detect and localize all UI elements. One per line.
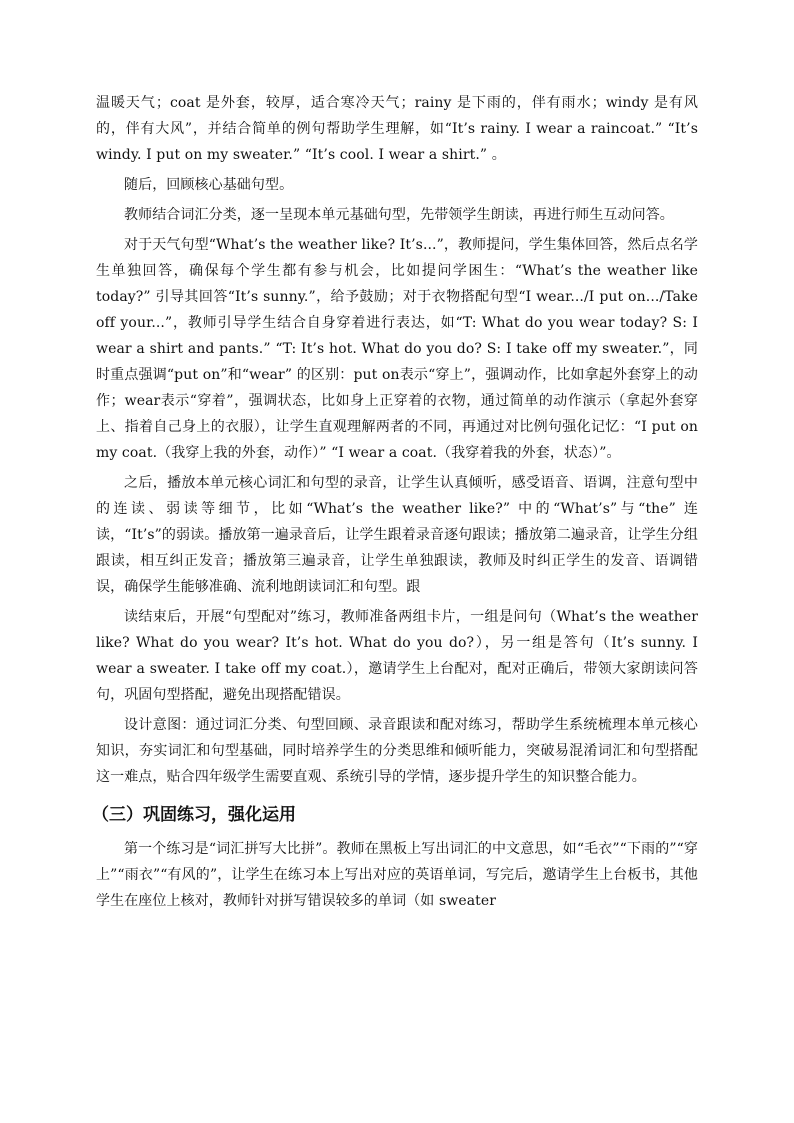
section-heading: （三）巩固练习，强化运用: [92, 805, 296, 825]
paragraph-design-intent: 设计意图：通过词汇分类、句型回顾、录音跟读和配对练习，帮助学生系统梳理本单元核心知识，夯实词汇和句型基础，同时培养学生的分类思维和倾听能力，突破易混淆词汇和句型搭配这一难点，贴合四年级学生需要直观、系统引导的学情，逐步提升学生的知识整合能力。: [96, 717, 698, 785]
paragraph-weather-words: 温暖天气；coat 是外套，较厚，适合寒冷天气；rainy 是下雨的，伴有雨水；windy 是有风的，伴有大风”，并结合简单的例句帮助学生理解，如“It’s rainy. I wear a raincoat.” “It’s windy. I put on my sweater.” “It’s cool. I wear a shirt.” 。: [96, 95, 698, 163]
paragraph-matching: 读结束后，开展“句型配对”练习，教师准备两组卡片，一组是问句（What’s the weather like? What do you wear? It’s hot. What do you do?），另一组是答句（It’s sunny. I wear a sweater. I take off my coat.），邀请学生上台配对，配对正确后，带领大家朗读问答句，巩固句型搭配，避免出现搭配错误。: [96, 609, 698, 703]
paragraph-review-intro: 随后，回顾核心基础句型。: [124, 177, 294, 193]
paragraph-weather-sentence: 对于天气句型“What’s the weather like? It’s...”，教师提问，学生集体回答，然后点名学生单独回答，确保每个学生都有参与机会，比如提问学困生：“What’s the weather like today?” 引导其回答“It’s sunny.”，给予鼓励；对于衣物搭配句型“I wear.../I put on.../Take off your...”，教师引导学生结合自身穿着进行表达，如“T: What do you wear today? S: I wear a shirt and pants.” “T: It’s hot. What do you do? S: I take off my sweater.”，同时重点强调“put on”和“wear” 的区别：put on表示“穿上”，强调动作，比如拿起外套穿上的动作；wear表示“穿着”，强调状态，比如身上正穿着的衣物，通过简单的动作演示（拿起外套穿上、指着自己身上的衣服），让学生直观理解两者的不同，再通过对比例句强化记忆：“I put on my coat.（我穿上我的外套，动作）” “I wear a coat.（我穿着我的外套，状态）”。: [96, 237, 698, 461]
paragraph-recording: 之后，播放本单元核心词汇和句型的录音，让学生认真倾听，感受语音、语调，注意句型中的连读、弱读等细节，比如“What’s the weather like?” 中的“What’s”与“the” 连读，“It’s”的弱读。播放第一遍录音后，让学生跟着录音逐句跟读；播放第二遍录音，让学生分组跟读，相互纠正发音；播放第三遍录音，让学生单独跟读，教师及时纠正学生的发音、语调错误，确保学生能够准确、流利地朗读词汇和句型。跟: [96, 475, 698, 595]
document-page: [92, 90, 698, 914]
paragraph-spelling-exercise: 第一个练习是“词汇拼写大比拼”。教师在黑板上写出词汇的中文意思，如“毛衣”“下雨的”“穿上”“雨衣”“有风的”，让学生在练习本上写出对应的英语单词，写完后，邀请学生上台板书，其他学生在座位上核对，教师针对拼写错误较多的单词（如 sweater: [96, 841, 698, 909]
paragraph-sentence-patterns: 教师结合词汇分类，逐一呈现本单元基础句型，先带领学生朗读，再进行师生互动问答。: [124, 207, 674, 223]
